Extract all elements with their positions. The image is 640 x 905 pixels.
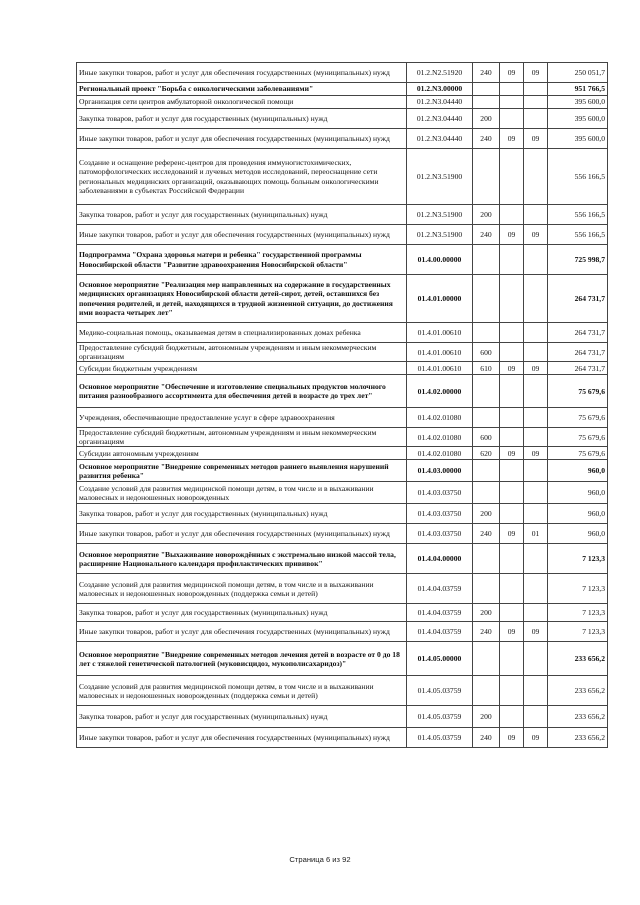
table-row — [77, 63, 608, 83]
row-vr-cell: 240 — [473, 728, 500, 748]
table-row — [77, 504, 608, 524]
row-rz-cell — [500, 205, 524, 225]
row-csr-cell: 01.2.N2.51920 — [407, 63, 473, 83]
row-pr-cell — [524, 408, 548, 428]
row-vr-cell: 200 — [473, 706, 500, 728]
row-rz-cell — [500, 375, 524, 408]
page-footer: Страница 6 из 92 — [289, 855, 351, 864]
row-name-cell: Основное мероприятие "Выхаживание новорождённых с экстремально низкой массой тела, расширение Национального календаря профилактических прививок" — [77, 544, 407, 574]
row-vr-cell — [473, 460, 500, 482]
table-row — [77, 225, 608, 245]
row-csr-cell: 01.2.N3.51900 — [407, 149, 473, 205]
row-rz-cell — [500, 574, 524, 604]
row-vr-cell — [473, 544, 500, 574]
row-name-cell: Закупка товаров, работ и услуг для государственных (муниципальных) нужд — [77, 109, 407, 129]
row-rz-cell — [500, 96, 524, 109]
row-sum-cell: 960,0 — [548, 482, 608, 504]
row-pr-cell — [524, 706, 548, 728]
row-vr-cell: 240 — [473, 225, 500, 245]
row-name-cell: Закупка товаров, работ и услуг для государственных (муниципальных) нужд — [77, 706, 407, 728]
row-pr-cell — [524, 504, 548, 524]
table-row — [77, 728, 608, 748]
row-csr-cell: 01.4.04.00000 — [407, 544, 473, 574]
row-name-cell: Иные закупки товаров, работ и услуг для обеспечения государственных (муниципальных) нужд — [77, 63, 407, 83]
table-row — [77, 362, 608, 375]
row-sum-cell: 960,0 — [548, 460, 608, 482]
row-csr-cell: 01.4.02.01080 — [407, 447, 473, 460]
row-sum-cell: 395 600,0 — [548, 109, 608, 129]
row-vr-cell: 240 — [473, 63, 500, 83]
table-row — [77, 622, 608, 642]
row-csr-cell: 01.4.01.00610 — [407, 323, 473, 343]
row-sum-cell: 556 166,5 — [548, 205, 608, 225]
row-name-cell: Учреждения, обеспечивающие предоставление услуг в сфере здравоохранения — [77, 408, 407, 428]
row-pr-cell — [524, 544, 548, 574]
row-sum-cell: 75 679,6 — [548, 375, 608, 408]
table-row — [77, 482, 608, 504]
row-pr-cell — [524, 482, 548, 504]
table-body — [77, 63, 608, 748]
row-sum-cell: 951 766,5 — [548, 83, 608, 96]
row-pr-cell — [524, 275, 548, 323]
row-name-cell: Иные закупки товаров, работ и услуг для обеспечения государственных (муниципальных) нужд — [77, 225, 407, 245]
row-vr-cell — [473, 83, 500, 96]
row-csr-cell: 01.4.01.00610 — [407, 362, 473, 375]
row-pr-cell: 09 — [524, 622, 548, 642]
row-rz-cell — [500, 323, 524, 343]
table-row — [77, 109, 608, 129]
row-name-cell: Закупка товаров, работ и услуг для государственных (муниципальных) нужд — [77, 504, 407, 524]
row-rz-cell: 09 — [500, 362, 524, 375]
row-sum-cell: 264 731,7 — [548, 323, 608, 343]
table-row — [77, 428, 608, 447]
row-csr-cell: 01.2.N3.51900 — [407, 225, 473, 245]
table-row — [77, 676, 608, 706]
table-row — [77, 447, 608, 460]
table-row — [77, 275, 608, 323]
row-rz-cell — [500, 482, 524, 504]
row-name-cell: Субсидии автономным учреждениям — [77, 447, 407, 460]
row-pr-cell — [524, 205, 548, 225]
row-sum-cell: 264 731,7 — [548, 343, 608, 362]
row-name-cell: Создание условий для развития медицинской помощи детям, в том числе и в выхаживании маловесных и недоношенных новорожденных (поддержка семьи и детей) — [77, 574, 407, 604]
row-name-cell: Подпрограмма "Охрана здоровья матери и ребенка" государственной программы Новосибирской области "Развитие здравоохранения Новосибирской области" — [77, 245, 407, 275]
row-rz-cell — [500, 245, 524, 275]
row-csr-cell: 01.4.03.00000 — [407, 460, 473, 482]
row-vr-cell — [473, 323, 500, 343]
row-vr-cell: 600 — [473, 428, 500, 447]
row-rz-cell — [500, 706, 524, 728]
row-pr-cell: 09 — [524, 129, 548, 149]
row-sum-cell: 725 998,7 — [548, 245, 608, 275]
row-rz-cell — [500, 408, 524, 428]
row-csr-cell: 01.4.01.00000 — [407, 275, 473, 323]
row-sum-cell: 75 679,6 — [548, 428, 608, 447]
row-vr-cell: 200 — [473, 504, 500, 524]
row-sum-cell: 556 166,5 — [548, 149, 608, 205]
row-vr-cell — [473, 96, 500, 109]
row-name-cell: Иные закупки товаров, работ и услуг для обеспечения государственных (муниципальных) нужд — [77, 622, 407, 642]
row-pr-cell — [524, 604, 548, 622]
row-rz-cell — [500, 109, 524, 129]
row-sum-cell: 395 600,0 — [548, 96, 608, 109]
row-vr-cell: 240 — [473, 622, 500, 642]
row-rz-cell: 09 — [500, 63, 524, 83]
row-csr-cell: 01.4.04.03759 — [407, 604, 473, 622]
row-name-cell: Предоставление субсидий бюджетным, автономным учреждениям и иным некоммерческим организациям — [77, 343, 407, 362]
row-rz-cell — [500, 460, 524, 482]
table-row — [77, 83, 608, 96]
row-csr-cell: 01.4.04.03759 — [407, 622, 473, 642]
row-rz-cell — [500, 504, 524, 524]
row-csr-cell: 01.2.N3.04440 — [407, 129, 473, 149]
row-csr-cell: 01.2.N3.51900 — [407, 205, 473, 225]
row-sum-cell: 250 051,7 — [548, 63, 608, 83]
row-vr-cell — [473, 275, 500, 323]
table-row — [77, 604, 608, 622]
row-vr-cell: 240 — [473, 524, 500, 544]
table-row — [77, 375, 608, 408]
row-rz-cell — [500, 83, 524, 96]
row-name-cell: Основное мероприятие "Реализация мер направленных на содержание в государственных медицинских организациях Новосибирской области детей-сирот, детей, оставшихся без попечения родителей, и детей, находящихся в трудной жизненной ситуации, до достижения ими возраста четырех лет" — [77, 275, 407, 323]
table-row — [77, 460, 608, 482]
row-rz-cell: 09 — [500, 225, 524, 245]
row-sum-cell: 75 679,6 — [548, 408, 608, 428]
row-pr-cell — [524, 676, 548, 706]
row-csr-cell: 01.4.05.03759 — [407, 676, 473, 706]
row-pr-cell: 09 — [524, 63, 548, 83]
row-vr-cell — [473, 245, 500, 275]
row-name-cell: Субсидии бюджетным учреждениям — [77, 362, 407, 375]
row-vr-cell — [473, 408, 500, 428]
row-pr-cell: 09 — [524, 447, 548, 460]
row-rz-cell — [500, 642, 524, 676]
row-pr-cell — [524, 323, 548, 343]
row-rz-cell — [500, 544, 524, 574]
table-row — [77, 129, 608, 149]
row-vr-cell — [473, 676, 500, 706]
row-sum-cell: 264 731,7 — [548, 275, 608, 323]
row-vr-cell: 200 — [473, 604, 500, 622]
table-row — [77, 149, 608, 205]
row-sum-cell: 395 600,0 — [548, 129, 608, 149]
row-vr-cell: 200 — [473, 109, 500, 129]
row-rz-cell: 09 — [500, 622, 524, 642]
row-name-cell: Предоставление субсидий бюджетным, автономным учреждениям и иным некоммерческим организациям — [77, 428, 407, 447]
row-sum-cell: 233 656,2 — [548, 642, 608, 676]
row-name-cell: Организация сети центров амбулаторной онкологической помощи — [77, 96, 407, 109]
row-sum-cell: 264 731,7 — [548, 362, 608, 375]
row-pr-cell — [524, 83, 548, 96]
row-name-cell: Основное мероприятие "Обеспечение и изготовление специальных продуктов молочного питания разнообразного ассортимента для обеспечения детей в возрасте до трех лет" — [77, 375, 407, 408]
row-rz-cell — [500, 149, 524, 205]
row-csr-cell: 01.4.02.01080 — [407, 428, 473, 447]
row-name-cell: Создание и оснащение референс-центров для проведения иммуногистохимических, патоморфологических исследований и лучевых методов исследований, переоснащение сети региональных медицинских организаций, оказывающих помощь больным онкологическими заболеваниями в субъектах Российской Федерации — [77, 149, 407, 205]
row-csr-cell: 01.4.01.00610 — [407, 343, 473, 362]
row-pr-cell — [524, 375, 548, 408]
row-rz-cell: 09 — [500, 129, 524, 149]
row-vr-cell: 200 — [473, 205, 500, 225]
row-name-cell: Создание условий для развития медицинской помощи детям, в том числе и в выхаживании маловесных и недоношенных новорожденных — [77, 482, 407, 504]
row-rz-cell: 09 — [500, 447, 524, 460]
row-pr-cell: 09 — [524, 362, 548, 375]
row-pr-cell — [524, 343, 548, 362]
row-rz-cell — [500, 428, 524, 447]
row-csr-cell: 01.4.03.03750 — [407, 504, 473, 524]
row-name-cell: Основное мероприятие "Внедрение современных методов лечения детей в возрасте от 0 до 18 лет с тяжелой генетической патологией (муковисцидоз, мукополисахаридоз)" — [77, 642, 407, 676]
row-csr-cell: 01.4.02.01080 — [407, 408, 473, 428]
row-pr-cell — [524, 109, 548, 129]
row-name-cell: Иные закупки товаров, работ и услуг для обеспечения государственных (муниципальных) нужд — [77, 728, 407, 748]
row-name-cell: Медико-социальная помощь, оказываемая детям в специализированных домах ребенка — [77, 323, 407, 343]
row-name-cell: Региональный проект "Борьба с онкологическими заболеваниями" — [77, 83, 407, 96]
row-csr-cell: 01.4.03.03750 — [407, 524, 473, 544]
row-pr-cell — [524, 460, 548, 482]
budget-table — [76, 62, 608, 748]
row-vr-cell — [473, 375, 500, 408]
row-rz-cell: 09 — [500, 728, 524, 748]
row-pr-cell — [524, 96, 548, 109]
row-sum-cell: 7 123,3 — [548, 574, 608, 604]
row-sum-cell: 233 656,2 — [548, 676, 608, 706]
row-pr-cell: 09 — [524, 225, 548, 245]
row-vr-cell — [473, 574, 500, 604]
table-row — [77, 96, 608, 109]
row-pr-cell: 09 — [524, 728, 548, 748]
row-pr-cell — [524, 428, 548, 447]
row-csr-cell: 01.4.02.00000 — [407, 375, 473, 408]
row-name-cell: Создание условий для развития медицинской помощи детям, в том числе и в выхаживании маловесных и недоношенных новорожденных (поддержка семьи и детей) — [77, 676, 407, 706]
row-pr-cell — [524, 642, 548, 676]
row-csr-cell: 01.4.05.03759 — [407, 706, 473, 728]
row-sum-cell: 75 679,6 — [548, 447, 608, 460]
table-row — [77, 544, 608, 574]
table-row — [77, 706, 608, 728]
row-sum-cell: 7 123,3 — [548, 622, 608, 642]
row-sum-cell: 233 656,2 — [548, 706, 608, 728]
row-csr-cell: 01.4.05.00000 — [407, 642, 473, 676]
row-name-cell: Закупка товаров, работ и услуг для государственных (муниципальных) нужд — [77, 604, 407, 622]
row-sum-cell: 960,0 — [548, 524, 608, 544]
row-rz-cell — [500, 275, 524, 323]
row-pr-cell — [524, 574, 548, 604]
row-csr-cell: 01.2.N3.04440 — [407, 96, 473, 109]
table-row — [77, 408, 608, 428]
row-pr-cell — [524, 149, 548, 205]
row-sum-cell: 556 166,5 — [548, 225, 608, 245]
table-row — [77, 343, 608, 362]
row-csr-cell: 01.2.N3.00000 — [407, 83, 473, 96]
row-sum-cell: 233 656,2 — [548, 728, 608, 748]
row-pr-cell: 01 — [524, 524, 548, 544]
row-sum-cell: 7 123,3 — [548, 604, 608, 622]
table-row — [77, 245, 608, 275]
row-vr-cell: 600 — [473, 343, 500, 362]
row-csr-cell: 01.2.N3.04440 — [407, 109, 473, 129]
row-pr-cell — [524, 245, 548, 275]
row-csr-cell: 01.4.05.03759 — [407, 728, 473, 748]
table-row — [77, 205, 608, 225]
table-row — [77, 323, 608, 343]
row-sum-cell: 960,0 — [548, 504, 608, 524]
row-vr-cell — [473, 149, 500, 205]
row-csr-cell: 01.4.04.03759 — [407, 574, 473, 604]
row-vr-cell — [473, 642, 500, 676]
row-rz-cell — [500, 604, 524, 622]
row-csr-cell: 01.4.00.00000 — [407, 245, 473, 275]
row-vr-cell: 240 — [473, 129, 500, 149]
row-vr-cell: 620 — [473, 447, 500, 460]
row-rz-cell: 09 — [500, 524, 524, 544]
row-vr-cell: 610 — [473, 362, 500, 375]
row-sum-cell: 7 123,3 — [548, 544, 608, 574]
table-row — [77, 524, 608, 544]
row-name-cell: Иные закупки товаров, работ и услуг для обеспечения государственных (муниципальных) нужд — [77, 129, 407, 149]
table-row — [77, 574, 608, 604]
row-name-cell: Иные закупки товаров, работ и услуг для обеспечения государственных (муниципальных) нужд — [77, 524, 407, 544]
row-csr-cell: 01.4.03.03750 — [407, 482, 473, 504]
table-row — [77, 642, 608, 676]
row-name-cell: Основное мероприятие "Внедрение современных методов раннего выявления нарушений развития ребенка" — [77, 460, 407, 482]
row-vr-cell — [473, 482, 500, 504]
row-rz-cell — [500, 343, 524, 362]
row-rz-cell — [500, 676, 524, 706]
row-name-cell: Закупка товаров, работ и услуг для государственных (муниципальных) нужд — [77, 205, 407, 225]
